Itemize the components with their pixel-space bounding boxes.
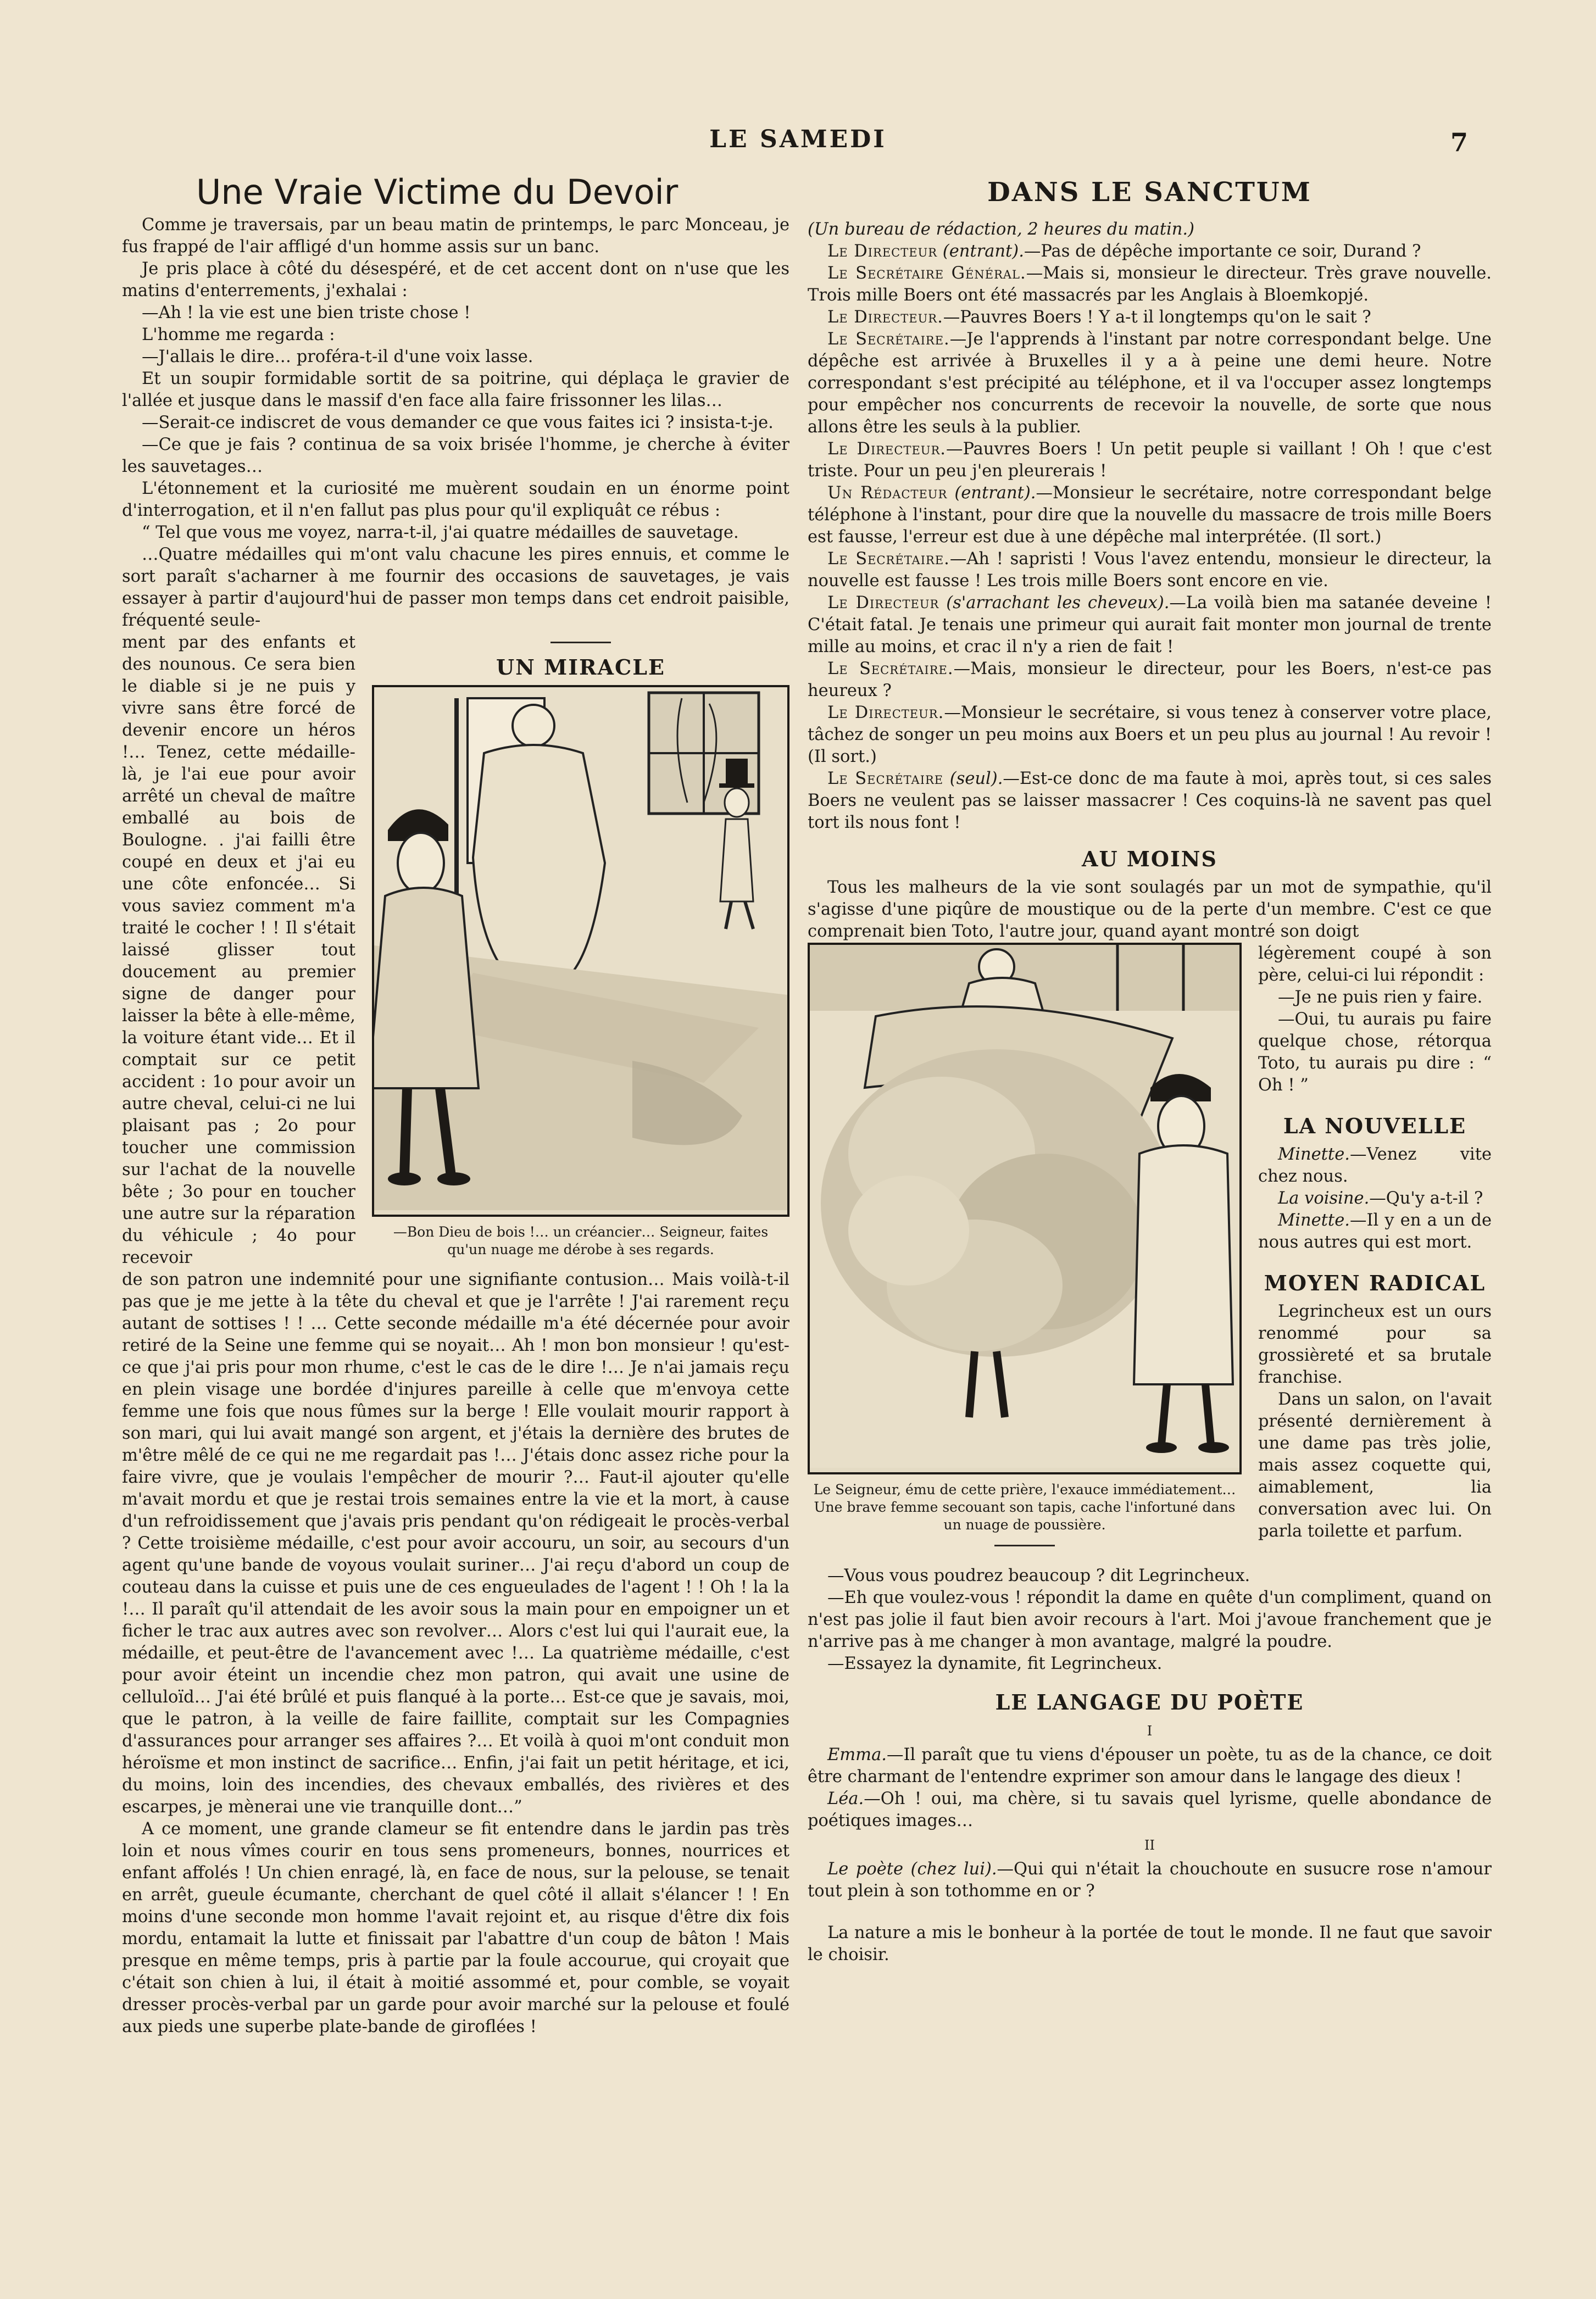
paragraph: …Quatre médailles qui m'ont valu chacune les pires ennuis, et comme le sort paraît s'acharner à me fournir des occasions de sauvetages, je vais essayer à partir d'aujourd'hui de passer mon temps dans cet endroit paisible, fréquenté seule-	[122, 545, 789, 630]
line-text: —Pauvres Boers ! Y a-t il longtemps qu'on le sait ?	[943, 308, 1371, 327]
paragraph: Je pris place à côté du désespéré, et de cet accent dont on n'use que les matins d'enterrements, j'exhalai :	[122, 259, 789, 300]
speaker: Le Directeur.	[827, 703, 944, 722]
speaker: Le Directeur.	[827, 308, 943, 327]
paragraph: “ Tel que vous me voyez, narra-t-il, j'ai quatre médailles de sauvetage.	[142, 523, 739, 542]
page-number: 7	[1450, 127, 1469, 157]
moyen-title: MOYEN RADICAL	[1264, 1271, 1486, 1295]
dialogue-line	[808, 548, 1492, 592]
line-text: —Ah ! sapristi ! Vous l'avez entendu, monsieur le directeur, la nouvelle est fausse ! Les trois mille Boers sont encore en vie.	[808, 549, 1492, 591]
sanctum-title: DANS LE SANCTUM	[987, 177, 1312, 208]
dialogue-line	[1258, 1210, 1492, 1254]
paragraph: L'homme me regarda :	[142, 325, 335, 344]
paragraph: —J'allais le dire… proféra-t-il d'une voix lasse.	[142, 347, 533, 366]
paragraph: Dans un salon, on l'avait présenté dernièrement à une dame pas très jolie, mais assez coquette qui, aimablement, lia conversation avec lui. On parla toilette et parfum.	[1258, 1390, 1492, 1541]
dialogue-line	[808, 768, 1492, 834]
dialogue-line	[808, 1744, 1492, 1788]
paragraph: —Je ne puis rien y faire.	[1278, 988, 1483, 1007]
speaker: La voisine.	[1278, 1189, 1370, 1208]
nouvelle-title: LA NOUVELLE	[1283, 1114, 1467, 1138]
line-text: —Mais, monsieur le directeur, pour les Boers, n'est-ce pas heureux ?	[808, 659, 1492, 700]
part-number: II	[1144, 1838, 1155, 1853]
stage-note: (seul).	[943, 769, 1003, 788]
paragraph: —Ce que je fais ? continua de sa voix brisée l'homme, je cherche à éviter les sauvetages…	[122, 435, 789, 476]
paragraph: —Serait-ce indiscret de vous demander ce que vous faites ici ? insista-t-je.	[142, 413, 774, 432]
speaker: Le Secrétaire Général.	[827, 264, 1026, 283]
line-text: —Il paraît que tu viens d'épouser un poète, tu as de la chance, ce doit être charmant de l'entendre exprimer son amour dans le langage des dieux !	[808, 1745, 1492, 1786]
running-title: LE SAMEDI	[709, 125, 887, 153]
dialogue-line	[808, 482, 1492, 548]
left-column	[122, 172, 789, 2038]
line-text: —Pauvres Boers ! Un petit peuple si vaillant ! Oh ! que c'est triste. Pour un peu j'en pleurerais !	[808, 439, 1492, 481]
line-text: —Monsieur le secrétaire, notre correspondant belge téléphone à l'instant, pour dire que la nouvelle du massacre de trois mille Boers est fausse, l'erreur est due à une dépêche mal interprétée. (Il sort.)	[808, 483, 1492, 547]
line-text: —Oh ! oui, ma chère, si tu savais quel lyrisme, quelle abondance de poétiques images…	[808, 1789, 1492, 1830]
paragraph: Legrincheux est un ours renommé pour sa grossièreté et sa brutale franchise.	[1258, 1302, 1492, 1387]
miracle-drawing	[374, 687, 787, 1210]
line-text: —Qu'y a-t-il ?	[1369, 1189, 1483, 1208]
paragraph: Tous les malheurs de la vie sont soulagés par un mot de sympathie, qu'il s'agisse d'une piqûre de moustique ou de la perte d'un membre. C'est ce que comprenait bien Toto, l'autre jour, quand ayant montré son doigt	[808, 878, 1492, 941]
dialogue-line	[808, 658, 1492, 702]
dialogue-line	[808, 241, 1492, 263]
dialogue-line	[808, 263, 1492, 307]
speaker: Léa.	[827, 1789, 864, 1808]
miracle-caption: —Bon Dieu de bois !… un créancier… Seigneur, faites qu'un nuage me dérobe à ses regards.	[393, 1224, 769, 1257]
dialogue-line	[808, 592, 1492, 658]
dialogue-line	[808, 438, 1492, 482]
miracle-figure	[372, 632, 789, 1259]
stage-note: (entrant).	[947, 483, 1036, 503]
speaker: Le Directeur	[827, 242, 938, 261]
langage-title: LE LANGAGE DU POÈTE	[995, 1690, 1304, 1714]
stage-note: (entrant).	[937, 242, 1024, 261]
narrow-column-text	[1258, 943, 1492, 1543]
line-text: —Venez vite chez nous.	[1258, 1145, 1492, 1186]
article-title: Une Vraie Victime du Devoir	[196, 172, 679, 212]
au-moins-title: AU MOINS	[1082, 847, 1217, 871]
dialogue-line	[808, 307, 1492, 329]
paragraph: A ce moment, une grande clameur se fit entendre dans le jardin pas très loin et nous vîmes courir en tous sens promeneurs, bonnes, nourrices et enfant affolés ! Un chien enragé, là, en face de nous, sur la pelouse, se tenait en arrêt, gueule écumante, cherchant de quel côté il allait s'élancer ! ! En moins d'une seconde mon homme l'avait rejoint et, au risque d'être dix fois mordu, entamait la lutte et finissait par l'abattre d'un coup de bâton ! Mais presque en même temps, pris à partie par la foule accourue, qui croyait que c'était son chien à lui, il était à moitié assommé et, pour comble, se voyait dresser procès-verbal par un garde pour avoir marché sur la pelouse et foulé aux pieds une superbe plate-bande de giroflées !	[122, 1819, 789, 2036]
line-text: —Pas de dépêche importante ce soir, Durand ?	[1024, 242, 1421, 261]
speaker: Un Rédacteur	[827, 483, 948, 503]
paragraph: —Vous vous poudrez beaucoup ? dit Legrincheux.	[827, 1566, 1250, 1585]
speaker: Le Secrétaire.	[827, 330, 950, 349]
stage-direction: (Un bureau de rédaction, 2 heures du matin.)	[808, 220, 1194, 239]
speaker: Le Secrétaire	[827, 769, 944, 788]
seigneur-figure	[808, 943, 1242, 1560]
line-text: —Monsieur le secrétaire, si vous tenez à conserver votre place, tâchez de songer un peu moins aux Boers et un peu plus au journal ! Au revoir ! (Il sort.)	[808, 703, 1492, 766]
paragraph: de son patron une indemnité pour une signifiante contusion… Mais voilà-t-il pas que je me jette à la tête du cheval et que je l'arrête ! J'ai rarement reçu autant de sottises ! ! … Cette seconde médaille m'a été décernée pour avoir retiré de la Seine une femme qui se noyait… Ah ! mon bon monsieur ! qu'est-ce que j'ai pris pour mon rhume, c'est le cas de le dire !… Je n'ai jamais reçu en plein visage une bordée d'injures pareille à celle que m'envoya cette femme une fois que nous fûmes sur la berge ! Elle voulait mourir rapport à son mari, qui lui avait mangé son argent, et j'étais la dernière des brutes de m'être mêlé de ce qui ne me regardait pas !… J'étais donc assez riche pour la faire vivre, que je voulais l'empêcher de mourir ?… Faut-il ajouter qu'elle m'avait mordu et que je restai trois semaines entre la vie et la mort, à cause d'un refroidissement que j'avais pris pendant qu'on rédigeait le procès-verbal ? Cette troisième médaille, c'est pour avoir accouru, un soir, au secours d'un agent qu'une bande de voyous voulait suriner… J'ai reçu d'abord un coup de couteau dans la cuisse et puis une de ces engueulades de l'agent ! ! Oh ! la la !… Il paraît qu'il attendait de les avoir sous la main pour en empoigner un et ficher le trac aux autres avec son revolver… Alors c'est lui qui l'aurait eue, la médaille, et peut-être de l'avancement avec !… La quatrième médaille, c'est pour avoir éteint un incendie chez mon patron, qui avait une usine de celluloïd… J'ai été brûlé et puis flanqué à la porte… Est-ce que je savais, moi, que le patron, à la veille de faire faillite, comptait sur les Compagnies d'assurances pour arranger ses affaires ?… Et voilà à quoi m'ont conduit mon héroïsme et mon instinct de sacrifice… Enfin, j'ai fait un petit héritage, et ici, du moins, loin des incendies, des chevaux emballés, des rivières et des escarpes, je mènerai une vie tranquille dont…”	[122, 1270, 789, 1817]
dialogue-line	[808, 702, 1492, 768]
paragraph: légèrement coupé à son père, celui-ci lui répondit :	[1258, 944, 1492, 985]
seigneur-drawing	[810, 945, 1239, 1468]
line-text: —Qui qui n'était la chouchoute en susucre rose n'amour tout plein à son tothomme en or ?	[808, 1860, 1492, 1901]
divider	[994, 1545, 1055, 1546]
dialogue-line	[1258, 1188, 1492, 1210]
divider	[550, 642, 611, 643]
part-number: I	[1147, 1723, 1153, 1739]
line-text: —Je l'apprends à l'instant par notre correspondant belge. Une dépêche est arrivée à Bruxelles il y a à peine une demi heure. Notre correspondant s'est précipité au téléphone, et il va l'occuper assez longtemps pour empêcher nos concurrents de recevoir la nouvelle, de sorte que nous allons être les seuls à la publier.	[808, 330, 1492, 437]
paragraph: L'étonnement et la curiosité me muèrent soudain en un énorme point d'interrogation, et il n'en fallut pas plus pour qu'il expliquât ce rébus :	[122, 479, 789, 520]
dialogue-line	[808, 1858, 1492, 1902]
speaker: Minette.	[1278, 1211, 1350, 1230]
seigneur-caption: Le Seigneur, ému de cette prière, l'exauce immédiatement… Une brave femme secouant son tapis, cache l'infortuné dans un nuage de poussière.	[813, 1482, 1236, 1533]
paragraph: —Eh que voulez-vous ! répondit la dame en quête d'un compliment, quand on n'est pas jolie il faut bien avoir recours à l'art. Moi j'avoue franchement que je n'arrive pas à me changer à mon avantage, malgré la poudre.	[808, 1588, 1492, 1651]
dialogue-line	[808, 1788, 1492, 1832]
speaker: Le poète (chez lui).	[827, 1860, 997, 1879]
speaker: Le Secrétaire.	[827, 659, 954, 678]
dialogue-line	[1258, 1144, 1492, 1188]
seigneur-illustration	[808, 943, 1242, 1474]
paragraph: Comme je traversais, par un beau matin de printemps, le parc Monceau, je fus frappé de l'air affligé d'un homme assis sur un banc.	[122, 215, 789, 257]
closing-paragraph: La nature a mis le bonheur à la portée de tout le monde. Il ne faut que savoir le choisir.	[808, 1923, 1492, 1964]
paragraph: —Oui, tu aurais pu faire quelque chose, rétorqua Toto, tu aurais pu dire : “ Oh ! ”	[1258, 1010, 1492, 1095]
speaker: Minette.	[1278, 1145, 1350, 1164]
speaker: Le Secrétaire.	[827, 549, 950, 569]
line-text: —La voilà bien ma satanée deveine ! C'était fatal. Je tenais une primeur qui aurait fait monter mon journal de trente mille au moins, et crac il n'y a rien de fait !	[808, 593, 1492, 656]
speaker: Le Directeur	[827, 593, 939, 613]
miracle-illustration	[372, 685, 789, 1217]
miracle-heading: UN MIRACLE	[496, 655, 665, 680]
paragraph: —Essayez la dynamite, fit Legrincheux.	[827, 1654, 1163, 1673]
line-text: —Mais si, monsieur le directeur. Très grave nouvelle. Trois mille Boers ont été massacrés par les Anglais à Bloemkopjé.	[808, 264, 1492, 305]
speaker: Le Directeur.	[827, 439, 946, 459]
paragraph: ment par des enfants et des nounous. Ce sera bien le diable si je ne puis y vivre sans être forcé de devenir encore un héros !… Tenez, cette médaille-là, je l'ai eue pour avoir arrêté un cheval de maître emballé au bois de Boulogne. . j'ai failli être coupé en deux et j'ai eu une côte enfoncée… Si vous saviez comment m'a traité le cocher ! ! Il s'était laissé glisser tout doucement au premier signe de danger pour laisser la bête à elle-même, la voiture étant vide… Et il comptait sur ce petit accident : 1o pour avoir un autre cheval, celui-ci ne lui plaisant pas ; 2o pour toucher une commission sur l'achat de la nouvelle bête ; 3o pour en toucher une autre sur la réparation du véhicule ; 4o pour recevoir	[122, 633, 355, 1267]
line-text: —Il y en a un de nous autres qui est mort.	[1258, 1211, 1492, 1252]
speaker: Emma.	[827, 1745, 887, 1764]
moyen-continued	[808, 1565, 1492, 1675]
paragraph: —Ah ! la vie est une bien triste chose !	[142, 303, 471, 322]
dialogue-line	[808, 329, 1492, 438]
line-text: —Est-ce donc de ma faute à moi, après tout, si ces sales Boers ne veulent pas se laisser massacrer ! Ces coquins-là ne savent pas quel tort ils nous font !	[808, 769, 1492, 832]
paragraph: Et un soupir formidable sortit de sa poitrine, qui déplaça le gravier de l'allée et jusque dans le massif d'en face alla faire frissonner les lilas…	[122, 369, 789, 410]
right-column	[808, 177, 1492, 1966]
stage-note: (s'arrachant les cheveux).	[939, 593, 1170, 613]
